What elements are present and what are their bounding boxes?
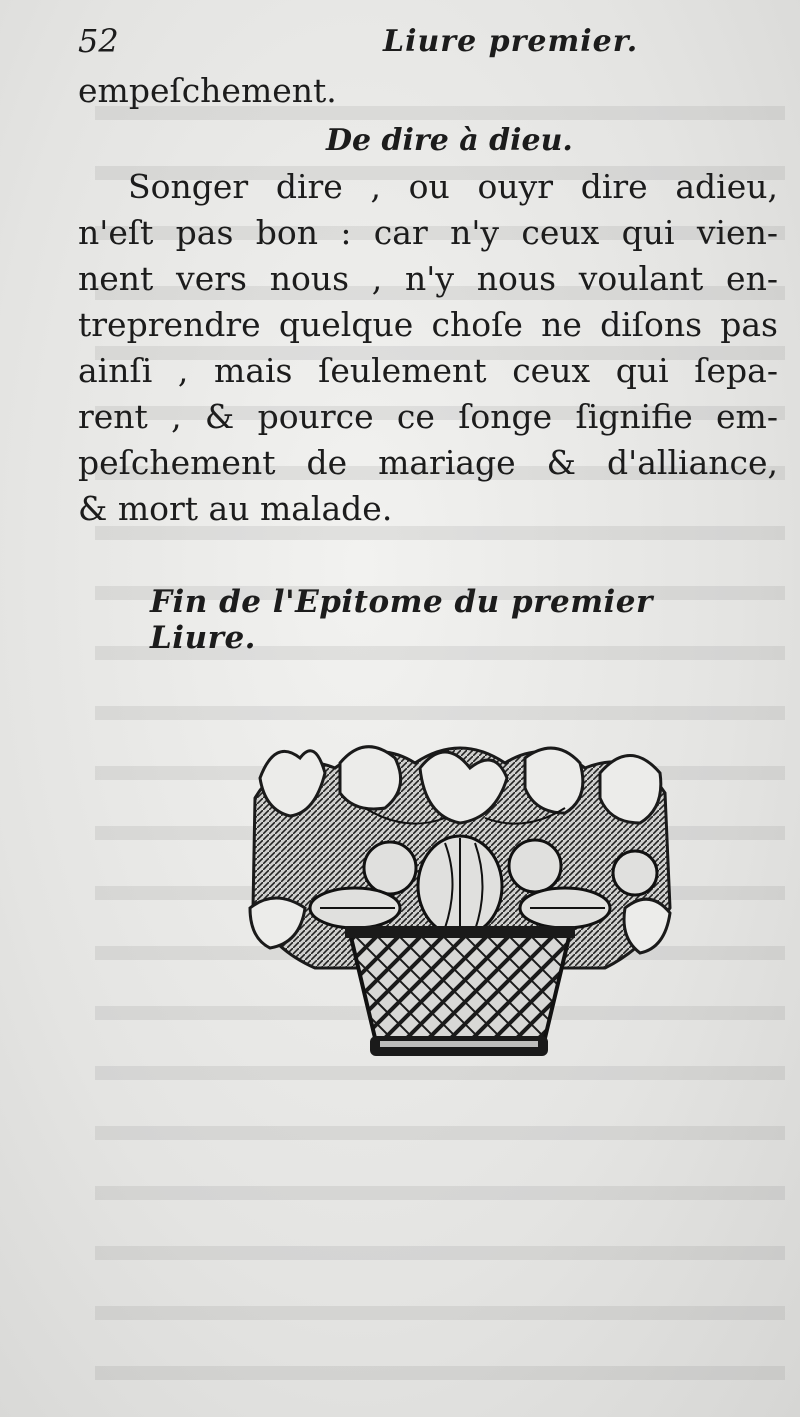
section-heading: De dire à dieu. — [326, 123, 573, 158]
paragraph-line: treprendre quelque choſe ne diſons pas — [78, 305, 778, 344]
paragraph-line: peſchement de mariage & d'alliance, — [78, 443, 778, 482]
paragraph-line: & mort au malade. — [78, 489, 393, 528]
paragraph-line: n'eſt pas bon : car n'y ceux qui vien- — [78, 213, 778, 252]
carry-over-text: empeſchement. — [78, 71, 337, 110]
text-block — [78, 68, 778, 532]
page-header — [78, 22, 778, 72]
paragraph-line: rent , & pource ce ſonge ſignifie em- — [78, 397, 778, 436]
running-title: Liure premier. — [383, 24, 639, 59]
flower-basket-woodcut-icon — [245, 738, 675, 1070]
closing-title: Fin de l'Epitome du premier Liure. — [150, 584, 653, 656]
paragraph-line: Songer dire , ou ouyr dire adieu, — [128, 167, 778, 206]
paragraph-line: ainſi , mais ſeulement ceux qui ſepa- — [78, 351, 778, 390]
paragraph-line: nent vers nous , n'y nous voulant en- — [78, 259, 778, 298]
page-number: 52 — [78, 22, 119, 60]
